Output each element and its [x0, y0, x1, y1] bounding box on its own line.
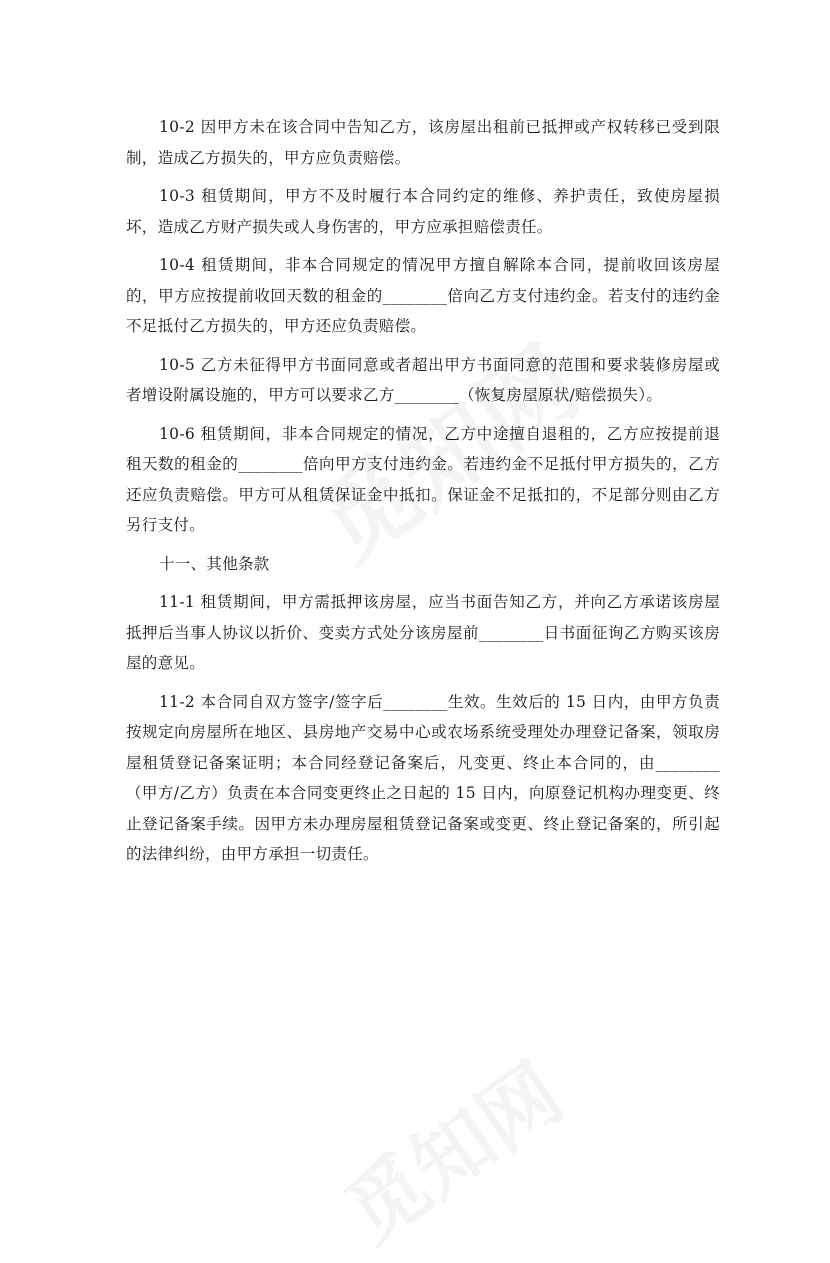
clause-10-2: 10-2 因甲方未在该合同中告知乙方，该房屋出租前已抵押或产权转移已受到限制，造成乙方损失的，甲方应负责赔偿。: [126, 118, 720, 167]
clause-10-5: 10-5 乙方未征得甲方书面同意或者超出甲方书面同意的范围和要求装修房屋或者增设附属设施的，甲方可以要求乙方________（恢复房屋原状/赔偿损失）。: [126, 355, 720, 404]
clause-10-6: 10-6 租赁期间，非本合同规定的情况，乙方中途擅自退租的，乙方应按提前退租天数的租金的________倍向甲方支付违约金。若违约金不足抵付甲方损失的，乙方还应负责赔偿。甲方可从租赁保证金中抵扣。保证金不足抵扣的，不足部分则由乙方另行支付。: [126, 424, 720, 534]
clause-11-2: 11-2 本合同自双方签字/签字后________生效。生效后的 15 日内，由甲方负责按规定向房屋所在地区、县房地产交易中心或农场系统受理处办理登记备案，领取房屋租赁登记备案证明；本合同经登记备案后，凡变更、终止本合同的，由________（甲方/乙方）负责在本合同变更终止之日起的 15 日内，向原登记机构办理变更、终止登记备案手续。因甲方未办理房屋租赁登记备案或变更、终止登记备案的，所引起的法律纠纷，由甲方承担一切责任。: [126, 692, 720, 863]
watermark-lower: [319, 1032, 582, 1263]
clause-10-4: 10-4 租赁期间，非本合同规定的情况甲方擅自解除本合同，提前收回该房屋的，甲方应按提前收回天数的租金的________倍向乙方支付违约金。若支付的违约金不足抵付乙方损失的，甲方还应负责赔偿。: [126, 256, 720, 335]
clause-10-3: 10-3 租赁期间，甲方不及时履行本合同约定的维修、养护责任，致使房屋损坏，造成乙方财产损失或人身伤害的，甲方应承担赔偿责任。: [126, 187, 720, 236]
document-body: [126, 112, 720, 878]
section-heading-other-terms: 十一、其他条款: [159, 554, 270, 573]
clause-11-1: 11-1 租赁期间，甲方需抵押该房屋，应当书面告知乙方，并向乙方承诺该房屋抵押后当事人协议以折价、变卖方式处分该房屋前________日书面征询乙方购买该房屋的意见。: [126, 593, 720, 672]
